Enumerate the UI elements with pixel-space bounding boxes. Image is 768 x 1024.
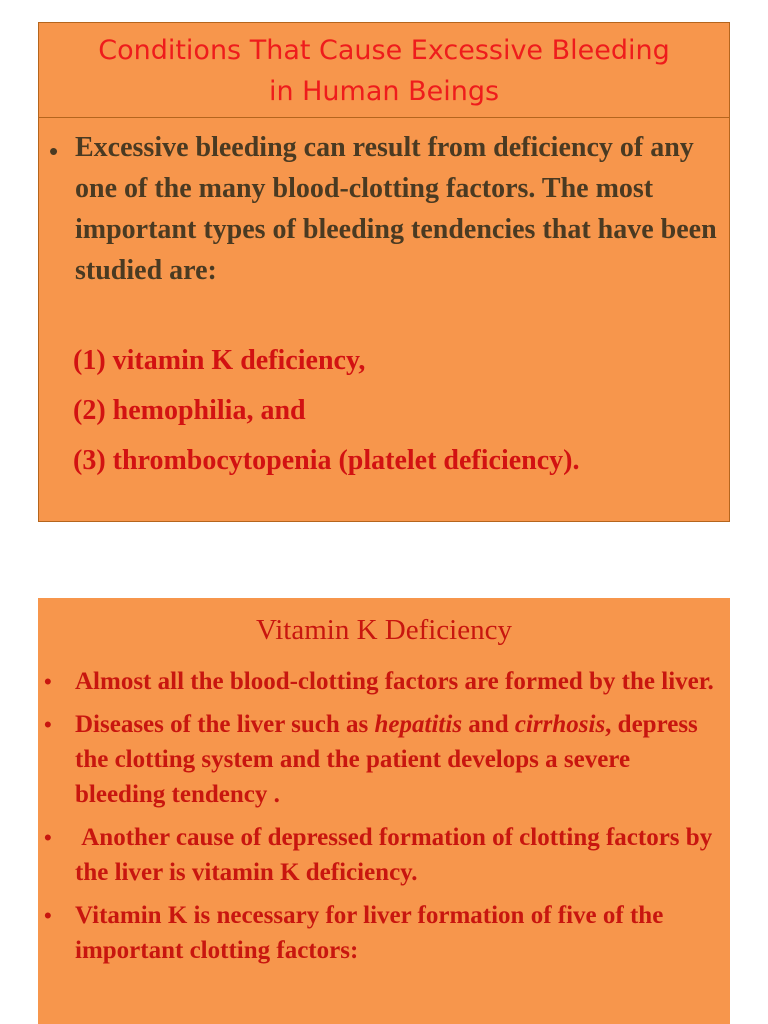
slide1-title-line1: Conditions That Cause Excessive Bleeding [98,35,670,66]
list-item: (1) vitamin K deficiency, [73,345,366,376]
list-item: (2) hemophilia, and [73,395,306,426]
slide2-bullet-list [38,664,730,976]
bullet-icon: • [49,136,59,166]
bleeding-types-list [73,336,733,486]
bullet-text-mid: and [462,711,515,738]
list-item [38,664,730,699]
slide1-body-box [38,118,730,522]
slide2-box [38,598,730,1024]
bullet-text: Almost all the blood-clotting factors are formed by the liver. [75,668,714,695]
slide2-title: Vitamin K Deficiency [256,614,512,646]
slide1-paragraph: Excessive bleeding can result from deficiency of any one of the many blood-clotting factors. The most important types of bleeding tendencies that have been studied are: [75,132,717,286]
bullet-text: Vitamin K is necessary for liver formation of five of the important clotting factors: [75,902,664,964]
term-hepatitis: hepatitis [374,711,463,738]
slide1-title-line2: in Human Beings [268,76,500,107]
bullet-text-post: , depress the clotting system and the patient develops a severe bleeding tendency . [75,711,698,808]
bullet-icon: • [44,825,52,850]
list-item [38,898,730,968]
list-item: (3) thrombocytopenia (platelet deficiency). [73,445,580,476]
bullet-icon: • [44,712,52,737]
slide1-title-box [38,22,730,118]
bullet-text-pre: Diseases of the liver such as [75,711,375,738]
bullet-text: Another cause of depressed formation of clotting factors by the liver is vitamin K deficiency. [75,824,719,886]
bullet-icon: • [44,903,52,928]
term-cirrhosis: cirrhosis [514,711,606,738]
bullet-icon: • [44,669,52,694]
list-item [38,707,730,812]
list-item [38,820,730,890]
